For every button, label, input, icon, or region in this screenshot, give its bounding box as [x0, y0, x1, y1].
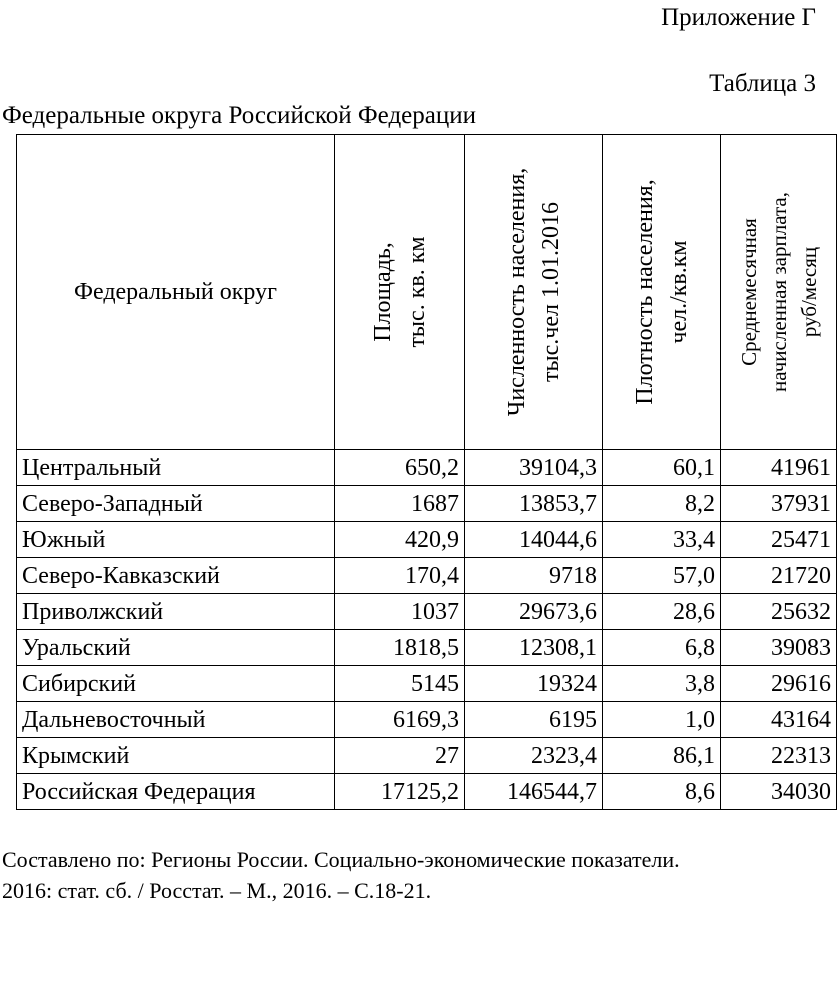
cell-district: Уральский [17, 630, 335, 666]
cell-area: 170,4 [335, 558, 465, 594]
column-header-population-line1: Численность населения, [503, 167, 530, 417]
table-number: Таблица 3 [709, 70, 816, 97]
cell-district: Приволжский [17, 594, 335, 630]
cell-salary: 37931 [721, 486, 837, 522]
column-header-salary [721, 135, 837, 450]
cell-salary: 39083 [721, 630, 837, 666]
column-header-density-line1: Плотность населения, [631, 179, 658, 405]
cell-district: Центральный [17, 450, 335, 486]
cell-population: 29673,6 [465, 594, 603, 630]
cell-density: 33,4 [603, 522, 721, 558]
table-row [17, 594, 837, 630]
cell-density: 57,0 [603, 558, 721, 594]
cell-population: 19324 [465, 666, 603, 702]
column-header-area-line1: Площадь, [369, 242, 396, 342]
cell-density: 60,1 [603, 450, 721, 486]
districts-table [16, 134, 837, 810]
cell-population: 12308,1 [465, 630, 603, 666]
cell-area: 17125,2 [335, 774, 465, 810]
source-note-line2: 2016: стат. сб. / Росстат. – М., 2016. – С.18-21. [2, 878, 432, 903]
cell-population: 146544,7 [465, 774, 603, 810]
cell-district: Северо-Кавказский [17, 558, 335, 594]
cell-salary: 22313 [721, 738, 837, 774]
column-header-salary-line3: руб/месяц [796, 246, 821, 338]
cell-area: 27 [335, 738, 465, 774]
column-header-density [603, 135, 721, 450]
table-row [17, 450, 837, 486]
table-row [17, 486, 837, 522]
cell-area: 5145 [335, 666, 465, 702]
cell-density: 8,2 [603, 486, 721, 522]
table-row-total [17, 774, 837, 810]
table-row [17, 702, 837, 738]
appendix-label: Приложение Г [661, 4, 816, 31]
cell-area: 1687 [335, 486, 465, 522]
cell-salary: 25471 [721, 522, 837, 558]
cell-population: 39104,3 [465, 450, 603, 486]
column-header-area [335, 135, 465, 450]
cell-density: 28,6 [603, 594, 721, 630]
cell-density: 86,1 [603, 738, 721, 774]
column-header-salary-line2: начисленная зарплата, [766, 192, 791, 392]
table-row [17, 558, 837, 594]
column-header-district [17, 135, 335, 450]
table-row [17, 630, 837, 666]
cell-area: 650,2 [335, 450, 465, 486]
column-header-salary-line1: Среднемесячная [736, 218, 761, 366]
cell-population: 6195 [465, 702, 603, 738]
cell-salary: 21720 [721, 558, 837, 594]
cell-area: 1037 [335, 594, 465, 630]
table-header-row [17, 135, 837, 450]
column-header-population [465, 135, 603, 450]
column-header-population-line2: тыс.чел 1.01.2016 [537, 202, 564, 382]
table-row [17, 666, 837, 702]
cell-population: 9718 [465, 558, 603, 594]
cell-area: 420,9 [335, 522, 465, 558]
cell-density: 1,0 [603, 702, 721, 738]
cell-population: 13853,7 [465, 486, 603, 522]
column-header-area-line2: тыс. кв. км [403, 236, 430, 348]
source-note-line1: Составлено по: Регионы России. Социально-экономические показатели. [2, 847, 680, 872]
cell-district: Сибирский [17, 666, 335, 702]
cell-salary: 25632 [721, 594, 837, 630]
cell-population: 14044,6 [465, 522, 603, 558]
table-title: Федеральные округа Российской Федерации [2, 102, 476, 129]
column-header-density-line2: чел./кв.км [665, 240, 692, 344]
cell-area: 1818,5 [335, 630, 465, 666]
cell-district: Южный [17, 522, 335, 558]
cell-area: 6169,3 [335, 702, 465, 738]
cell-salary: 34030 [721, 774, 837, 810]
cell-density: 6,8 [603, 630, 721, 666]
cell-salary: 41961 [721, 450, 837, 486]
cell-district: Северо-Западный [17, 486, 335, 522]
cell-district: Крымский [17, 738, 335, 774]
source-note [2, 844, 680, 906]
cell-population: 2323,4 [465, 738, 603, 774]
column-header-district-label: Федеральный округ [74, 278, 277, 305]
cell-salary: 29616 [721, 666, 837, 702]
table-row [17, 522, 837, 558]
cell-district: Российская Федерация [17, 774, 335, 810]
cell-density: 3,8 [603, 666, 721, 702]
cell-salary: 43164 [721, 702, 837, 738]
table-row [17, 738, 837, 774]
cell-district: Дальневосточный [17, 702, 335, 738]
cell-density: 8,6 [603, 774, 721, 810]
